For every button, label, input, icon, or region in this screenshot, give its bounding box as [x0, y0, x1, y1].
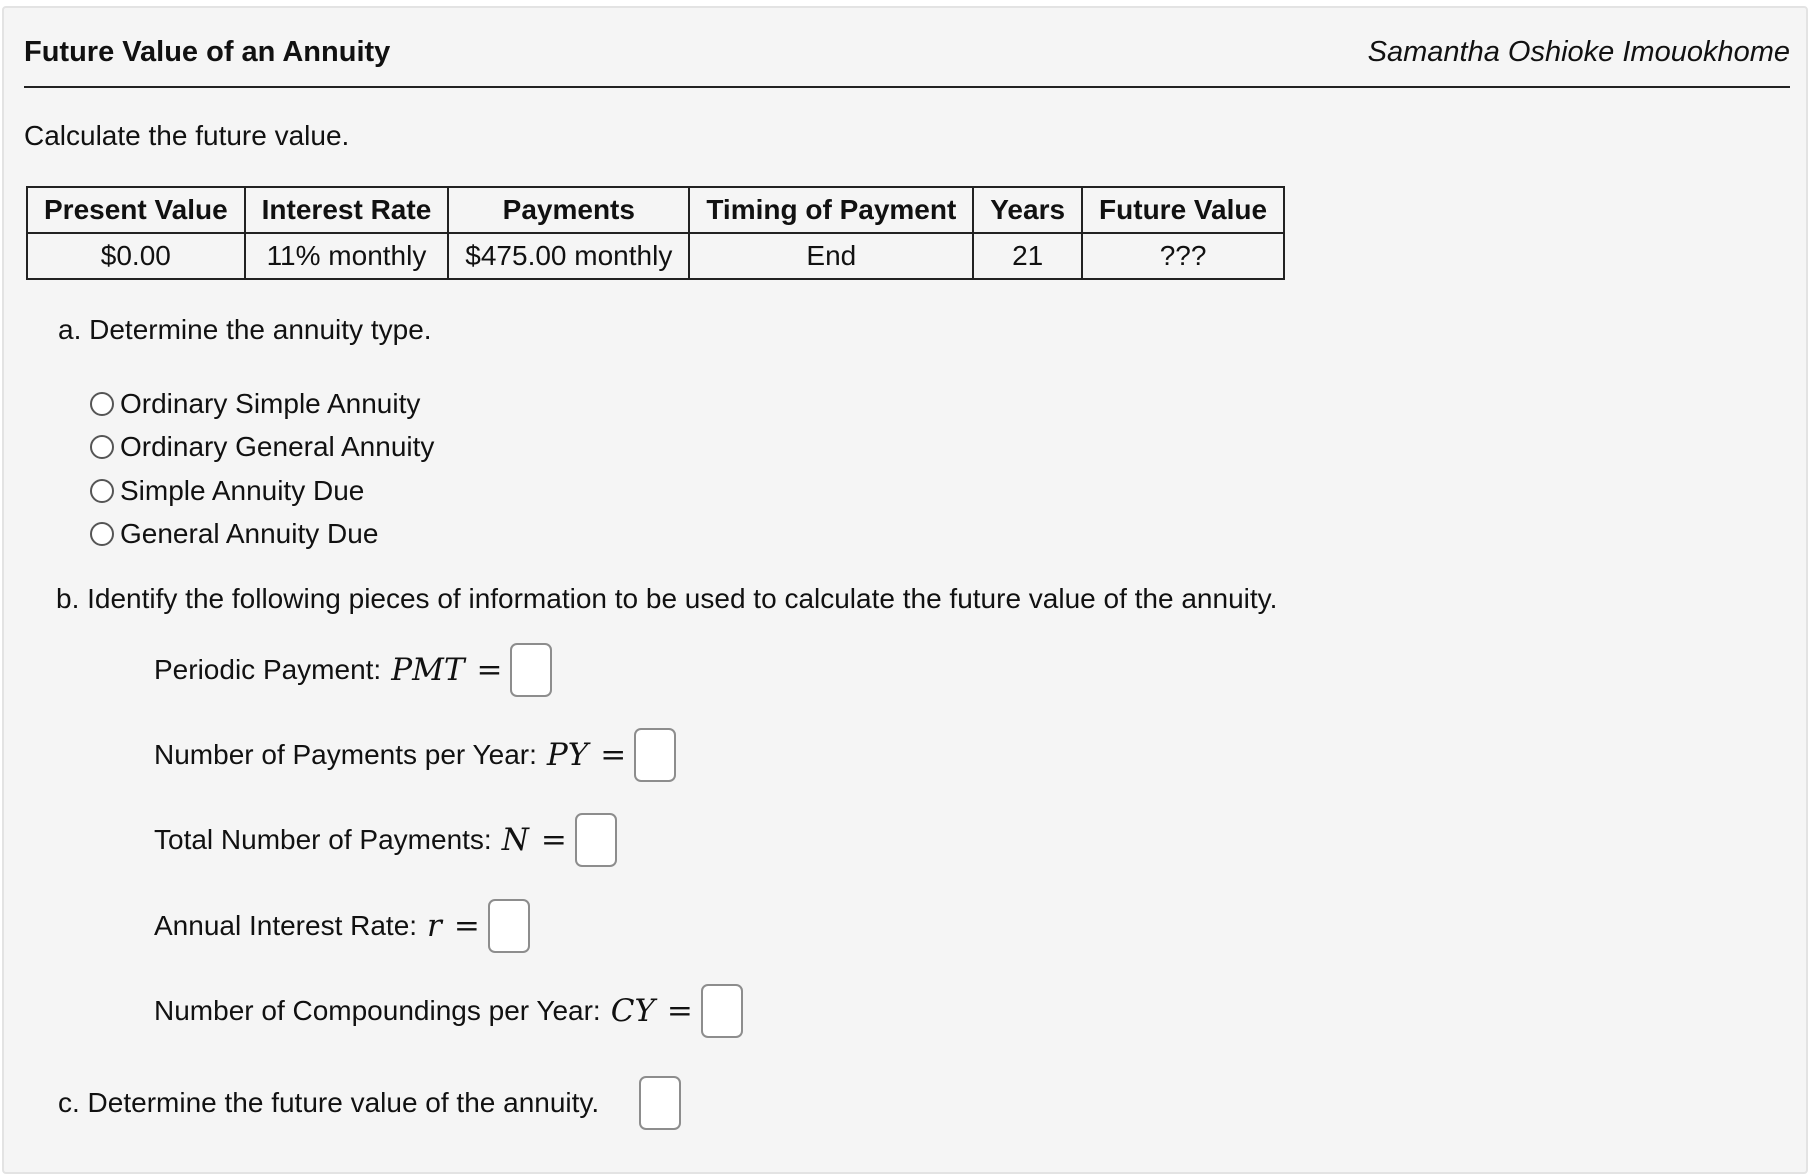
option-label[interactable]: General Annuity Due [120, 518, 379, 550]
option-label[interactable]: Simple Annuity Due [120, 474, 365, 506]
option-ordinary-simple-annuity[interactable] [90, 382, 434, 426]
field-label: Number of Compoundings per Year: [154, 995, 601, 1026]
payments-per-year-row [154, 728, 676, 782]
equals-sign: = [476, 652, 503, 688]
part-c-row [58, 1076, 681, 1130]
table-cell: End [689, 233, 973, 279]
question-header [24, 36, 1790, 88]
equals-sign: = [600, 737, 627, 773]
periodic-payment-row [154, 643, 552, 697]
future-value-answer-input[interactable] [639, 1076, 681, 1130]
field-label: Number of Payments per Year: [154, 739, 537, 770]
equals-sign: = [666, 993, 693, 1029]
column-header: Present Value [27, 187, 245, 233]
annual-interest-rate-row [154, 899, 530, 953]
column-header: Payments [448, 187, 689, 233]
table-cell: $0.00 [27, 233, 245, 279]
total-payments-row [154, 813, 617, 867]
part-c-question: c. Determine the future value of the annuity. [58, 1087, 600, 1118]
table-cell: 11% monthly [245, 233, 449, 279]
compoundings-per-year-row [154, 984, 743, 1038]
annuity-type-options [90, 382, 434, 556]
radio-button[interactable] [90, 522, 114, 546]
option-label[interactable]: Ordinary General Annuity [120, 431, 435, 463]
part-a-question: a. Determine the annuity type. [58, 314, 432, 345]
cy-answer-input[interactable] [701, 984, 743, 1038]
part-b-question: b. Identify the following pieces of information to be used to calculate the future value of the annuity. [56, 583, 1278, 614]
given-data-table [26, 186, 1285, 280]
equals-sign: = [453, 908, 480, 944]
field-label: Periodic Payment: [154, 654, 382, 685]
option-general-annuity-due[interactable] [90, 513, 434, 557]
equals-sign: = [540, 822, 567, 858]
question-panel [2, 6, 1808, 1174]
radio-button[interactable] [90, 392, 114, 416]
n-answer-input[interactable] [575, 813, 617, 867]
column-header: Interest Rate [245, 187, 449, 233]
option-ordinary-general-annuity[interactable] [90, 426, 434, 470]
table-cell: 21 [973, 233, 1082, 279]
column-header: Timing of Payment [689, 187, 973, 233]
author-name: Samantha Oshioke Imouokhome [1367, 36, 1790, 68]
page-title: Future Value of an Annuity [24, 36, 391, 68]
table-header-row [27, 187, 1284, 233]
table-cell: ??? [1082, 233, 1284, 279]
column-header: Years [973, 187, 1082, 233]
field-label: Total Number of Payments: [154, 824, 492, 855]
option-label[interactable]: Ordinary Simple Annuity [120, 387, 421, 419]
math-symbol: r [427, 908, 442, 944]
radio-button[interactable] [90, 479, 114, 503]
py-answer-input[interactable] [634, 728, 676, 782]
column-header: Future Value [1082, 187, 1284, 233]
math-symbol: CY [610, 993, 655, 1029]
r-answer-input[interactable] [488, 899, 530, 953]
option-simple-annuity-due[interactable] [90, 469, 434, 513]
prompt-text: Calculate the future value. [24, 120, 350, 151]
field-label: Annual Interest Rate: [154, 910, 418, 941]
math-symbol: PMT [391, 652, 465, 688]
table-cell: $475.00 monthly [448, 233, 689, 279]
table-row [27, 233, 1284, 279]
math-symbol: N [501, 822, 529, 858]
pmt-answer-input[interactable] [510, 643, 552, 697]
math-symbol: PY [546, 737, 589, 773]
radio-button[interactable] [90, 435, 114, 459]
